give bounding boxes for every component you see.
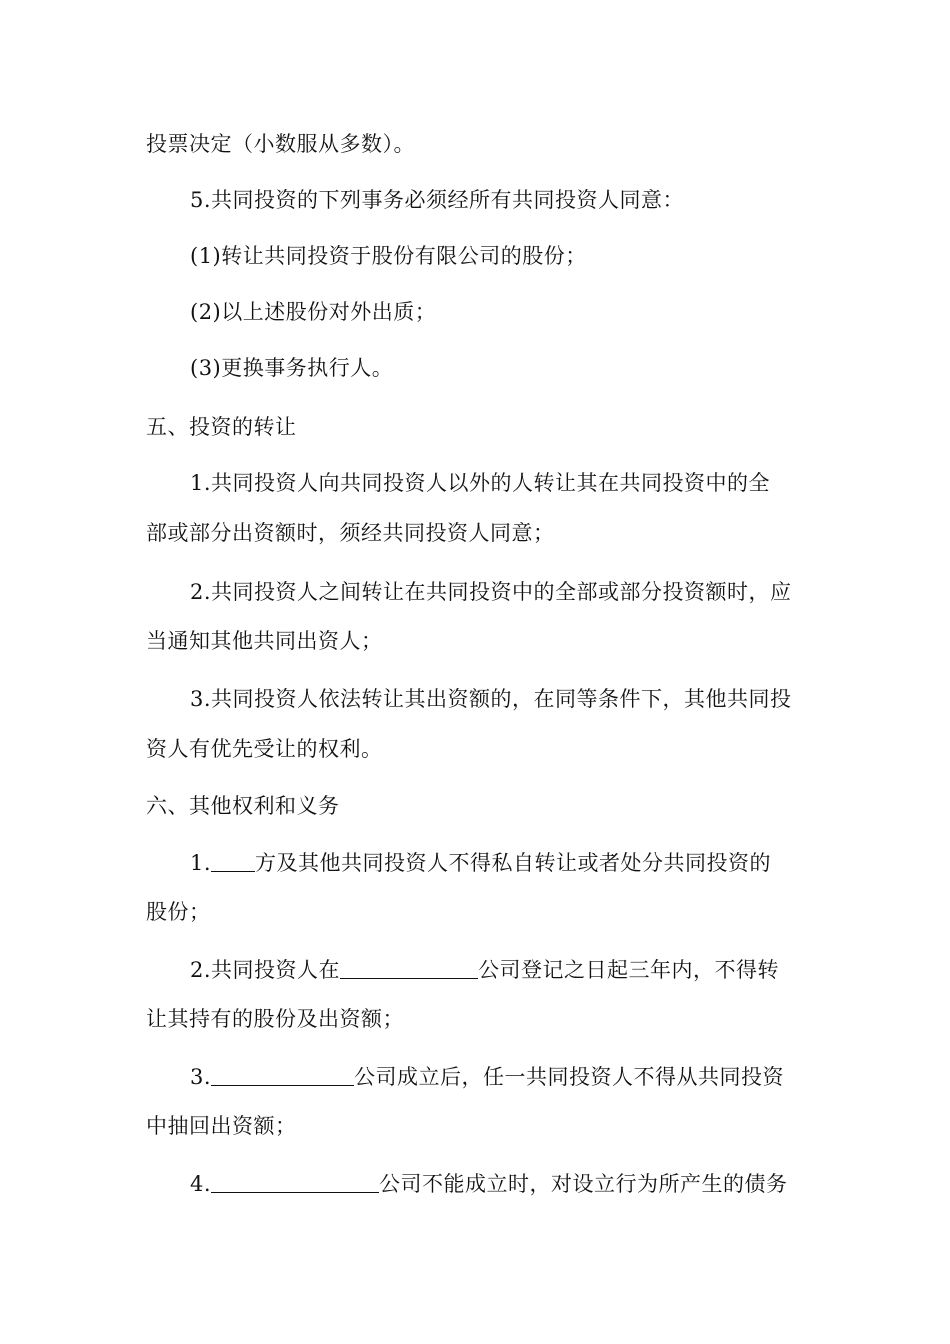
section-6-heading: 六、其他权利和义务: [146, 794, 340, 818]
fill-in-blank[interactable]: [211, 1063, 354, 1086]
rights-clause-4-number: 4.: [190, 1172, 212, 1196]
rights-clause-3-text: 公司成立后，任一共同投资人不得从共同投资: [354, 1065, 785, 1089]
transfer-clause-2: 2.共同投资人之间转让在共同投资中的全部或部分投资额时，应: [190, 580, 792, 604]
rights-clause-1-cont: 股份；: [146, 900, 211, 924]
clause-5-item-2: (2)以上述股份对外出质；: [190, 300, 437, 324]
fill-in-blank[interactable]: [211, 1170, 379, 1193]
fill-in-blank[interactable]: [340, 956, 478, 979]
rights-clause-2: [190, 956, 779, 984]
rights-clause-2-text-a: 2.共同投资人在: [190, 958, 341, 982]
rights-clause-2-text-b: 公司登记之日起三年内，不得转: [478, 958, 780, 982]
rights-clause-4-text: 公司不能成立时，对设立行为所产生的债务: [379, 1172, 788, 1196]
transfer-clause-1-cont: 部或部分出资额时，须经共同投资人同意；: [146, 521, 555, 545]
rights-clause-3-number: 3.: [190, 1065, 212, 1089]
transfer-clause-3: 3.共同投资人依法转让其出资额的，在同等条件下，其他共同投: [190, 687, 792, 711]
transfer-clause-1: 1.共同投资人向共同投资人以外的人转让其在共同投资中的全: [190, 471, 771, 495]
transfer-clause-2-cont: 当通知其他共同出资人；: [146, 629, 383, 653]
rights-clause-1-text: 方及其他共同投资人不得私自转让或者处分共同投资的: [255, 851, 772, 875]
rights-clause-4: [190, 1170, 788, 1198]
clause-5-heading: 5.共同投资的下列事务必须经所有共同投资人同意：: [190, 188, 685, 212]
rights-clause-1-number: 1.: [190, 851, 212, 875]
paragraph-line: 投票决定（小数服从多数）。: [146, 132, 415, 156]
rights-clause-1: [190, 849, 771, 877]
clause-5-item-1: (1)转让共同投资于股份有限公司的股份；: [190, 244, 587, 268]
fill-in-blank[interactable]: [211, 849, 255, 872]
rights-clause-2-cont: 让其持有的股份及出资额；: [146, 1007, 404, 1031]
clause-5-item-3: (3)更换事务执行人。: [190, 356, 394, 380]
rights-clause-3: [190, 1063, 784, 1091]
section-5-heading: 五、投资的转让: [146, 415, 297, 439]
transfer-clause-3-cont: 资人有优先受让的权利。: [146, 737, 383, 761]
rights-clause-3-cont: 中抽回出资额；: [146, 1114, 297, 1138]
